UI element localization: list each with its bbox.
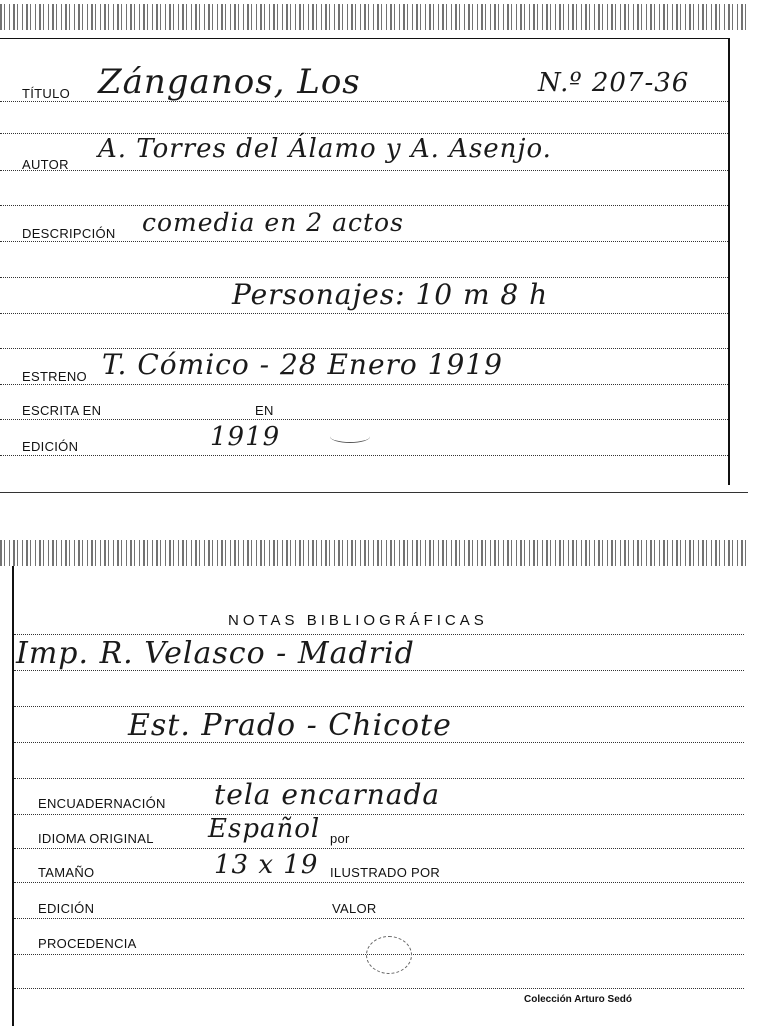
dotted-rule <box>0 455 728 456</box>
card-frame <box>0 38 730 485</box>
label-tamano: TAMAÑO <box>38 865 95 880</box>
label-descripcion: DESCRIPCIÓN <box>22 226 116 241</box>
value-encuadernacion: tela encarnada <box>214 778 441 811</box>
label-titulo: TÍTULO <box>22 86 71 101</box>
label-en: EN <box>255 403 274 418</box>
label-edicion: EDICIÓN <box>22 439 79 454</box>
label-por: por <box>330 831 350 846</box>
dotted-rule <box>14 882 744 883</box>
label-procedencia: PROCEDENCIA <box>38 936 137 951</box>
value-edicion: 1919 <box>210 422 281 452</box>
dotted-rule <box>14 988 744 989</box>
label-edicion: EDICIÓN <box>38 901 95 916</box>
dotted-rule <box>14 814 744 815</box>
dotted-rule <box>14 848 744 849</box>
ink-smudge <box>366 936 412 974</box>
note-line-1: Imp. R. Velasco - Madrid <box>16 636 415 671</box>
value-autor: A. Torres del Álamo y A. Asenjo. <box>98 134 552 164</box>
value-estreno: T. Cómico - 28 Enero 1919 <box>102 348 503 381</box>
dotted-rule <box>0 170 728 171</box>
value-descripcion: comedia en 2 actos <box>142 208 404 237</box>
value-idioma-original: Español <box>208 814 321 844</box>
value-tamano: 13 x 19 <box>214 850 319 880</box>
collection-credit: Colección Arturo Sedó <box>524 994 632 1005</box>
value-titulo: Zánganos, Los <box>98 62 361 102</box>
dotted-rule <box>0 241 728 242</box>
label-valor: VALOR <box>332 901 377 916</box>
label-ilustrado-por: ILUSTRADO POR <box>330 865 441 880</box>
card-cut-line <box>0 492 748 493</box>
value-personajes: Personajes: 10 m 8 h <box>232 278 549 311</box>
label-escrita-en: ESCRITA EN <box>22 403 102 418</box>
dotted-rule <box>14 918 744 919</box>
card-edge-noise <box>0 540 748 566</box>
card-edge-noise <box>0 4 748 30</box>
value-numero: N.º 207-36 <box>538 68 690 98</box>
catalog-card-top <box>0 0 748 494</box>
note-line-2: Est. Prado - Chicote <box>128 708 452 743</box>
ink-smudge <box>330 430 370 443</box>
label-encuadernacion: ENCUADERNACIÓN <box>38 796 166 811</box>
label-idioma-original: IDIOMA ORIGINAL <box>38 831 154 846</box>
dotted-rule <box>0 313 728 314</box>
dotted-rule <box>0 419 728 420</box>
dotted-rule <box>14 634 744 635</box>
label-autor: AUTOR <box>22 157 69 172</box>
heading-notas-bibliograficas: NOTAS BIBLIOGRÁFICAS <box>228 612 488 629</box>
dotted-rule <box>0 384 728 385</box>
dotted-rule <box>14 706 744 707</box>
label-estreno: ESTRENO <box>22 369 87 384</box>
catalog-card-bottom <box>0 538 748 1028</box>
dotted-rule <box>0 205 728 206</box>
